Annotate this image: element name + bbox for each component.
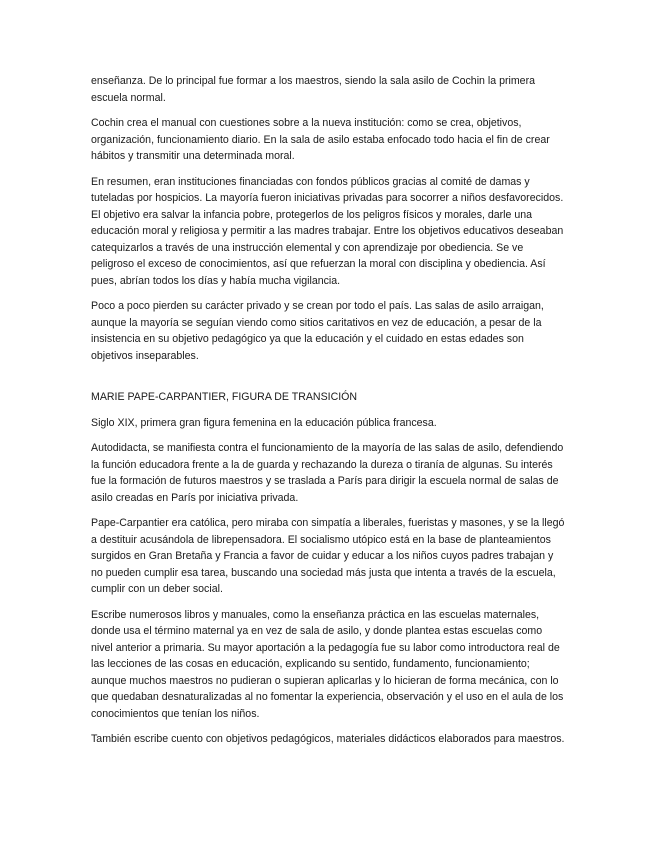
document-body: [91, 73, 566, 757]
paragraph: Cochin crea el manual con cuestiones sobre a la nueva institución: como se crea, objetivos, organización, funcionamiento diario. En la sala de asilo estaba enfocado todo hacia el fin de crear hábitos y transmitir una determinada moral.: [91, 117, 550, 162]
section-heading: MARIE PAPE-CARPANTIER, FIGURA DE TRANSICIÓN: [91, 391, 358, 403]
section-spacer: [91, 373, 566, 389]
paragraph: Escribe numerosos libros y manuales, como la enseñanza práctica en las escuelas maternales, donde usa el término maternal ya en vez de sala de asilo, y donde plantea estas escuelas como nivel anterior a primaria. Su mayor aportación a la pedagogía fue su labor como introductora real de las lecciones de las cosas en educación, explicando su sentido, fundamento, funcionamiento; aunque muchos maestros no pudieran o supieran aplicarlas y lo hicieran de forma mecánica, con lo que quedaban desnaturalizadas al no fomentar la experiencia, observación y el uso en el aula de los conocimientos que tenían los niños.: [91, 608, 564, 720]
paragraph: En resumen, eran instituciones financiadas con fondos públicos gracias al comité de damas y tuteladas por hospicios. La mayoría fueron iniciativas privadas para socorrer a niños desfavorecidos. El objetivo era salvar la infancia pobre, protegerlos de los peligros físicos y morales, darle una educación moral y religiosa y permitir a las madres trabajar. Entre los objetivos educativos deseaban catequizarlos a través de una instrucción elemental y con aprendizaje por obediencia. Se ve peligroso el exceso de conocimientos, así que refuerzan la moral con disciplina y obediencia. Así pues, abrían todos los días y había mucha vigilancia.: [91, 175, 564, 287]
paragraph: Autodidacta, se manifiesta contra el funcionamiento de la mayoría de las salas de asilo, defendiendo la función educadora frente a la de guarda y rechazando la dureza o tiranía de algunas. Su interés fue la formación de futuros maestros y se traslada a París para dirigir la escuela normal de salas de asilo creadas en París por iniciativa privada.: [91, 442, 564, 504]
paragraph: Pape-Carpantier era católica, pero miraba con simpatía a liberales, fueristas y masones, y se la llegó a destituir acusándola de librepensadora. El socialismo utópico está en la base de planteamientos surgidos en Gran Bretaña y Francia a favor de cuidar y educar a los niños cuyos padres trabajan y no pueden cumplir esa tarea, buscando una sociedad más justa que intenta a través de la escuela, cumplir con un deber social.: [91, 517, 565, 595]
paragraph: enseñanza. De lo principal fue formar a los maestros, siendo la sala asilo de Cochin la primera escuela normal.: [91, 75, 535, 104]
paragraph: También escribe cuento con objetivos pedagógicos, materiales didácticos elaborados para maestros.: [91, 733, 565, 745]
paragraph: Siglo XIX, primera gran figura femenina en la educación pública francesa.: [91, 416, 437, 429]
paragraph: Poco a poco pierden su carácter privado y se crean por todo el país. Las salas de asilo arraigan, aunque la mayoría se seguían viendo como sitios caritativos en vez de educación, a pesar de la insistencia en su objetivo pedagógico ya que la educación y el cuidado en estas edades son objetivos inseparables.: [91, 300, 544, 362]
